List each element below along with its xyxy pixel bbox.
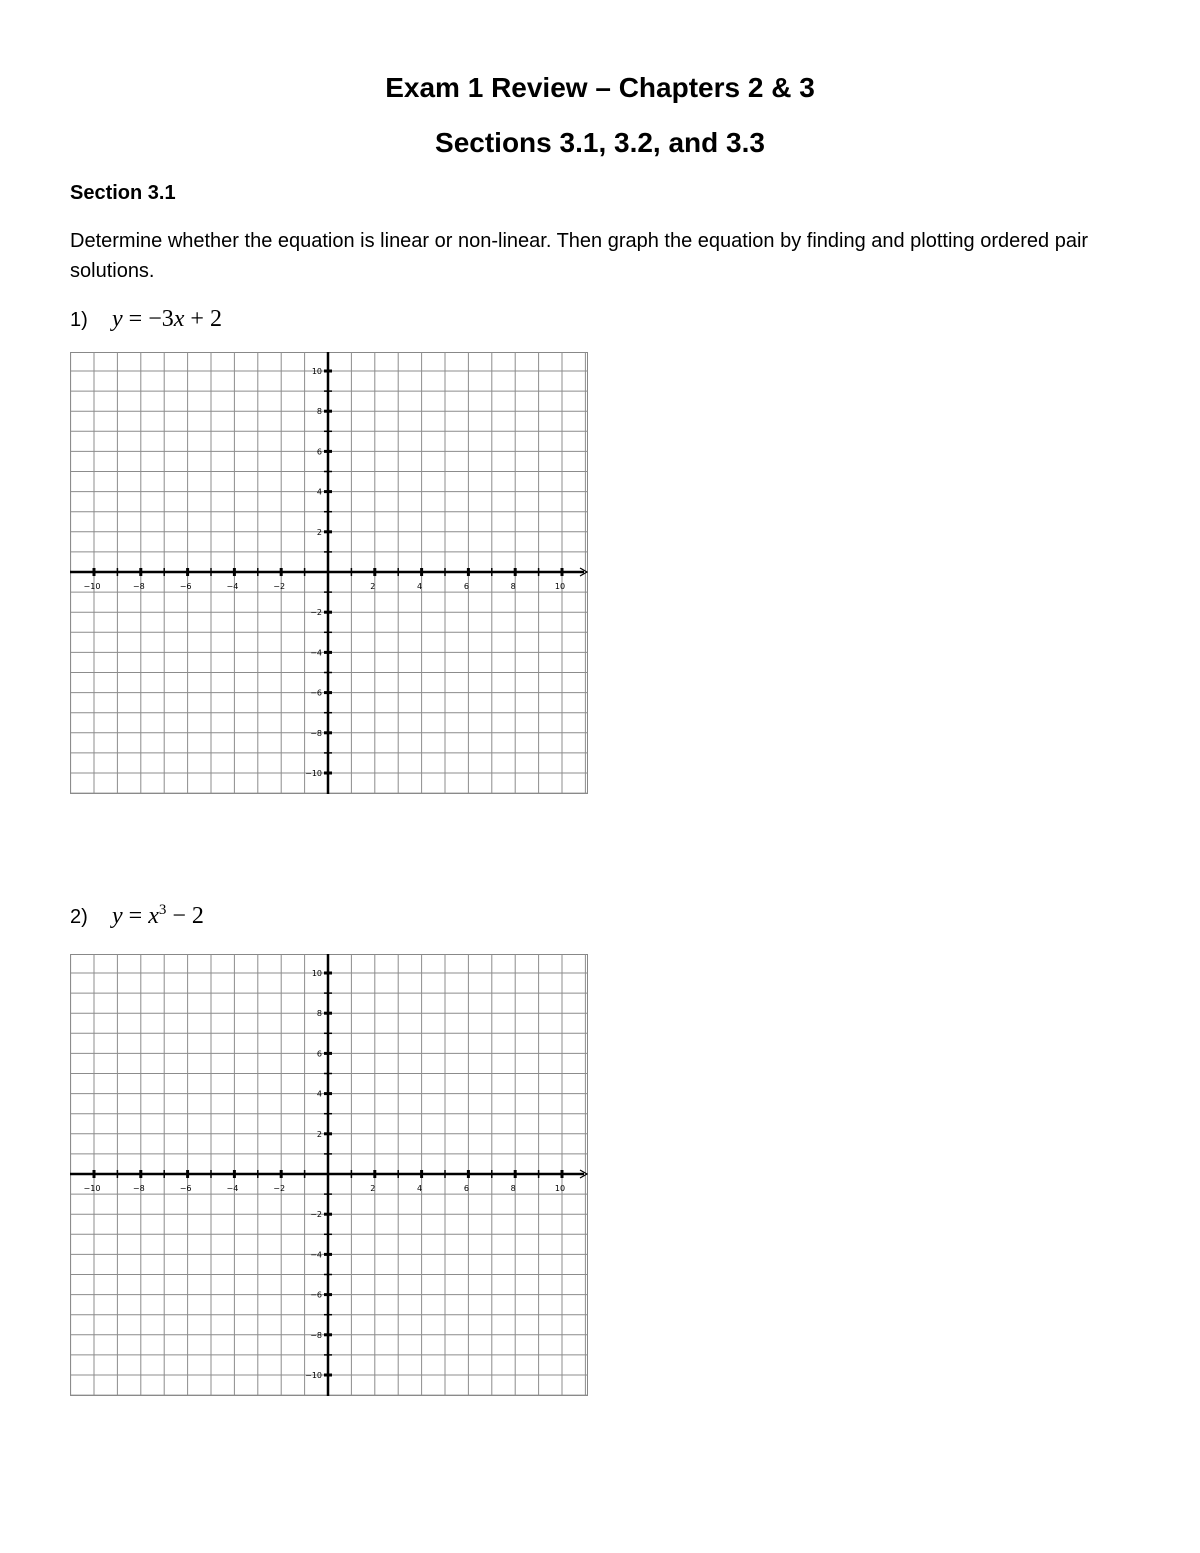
- instructions-text: Determine whether the equation is linear or non-linear. Then graph the equation by finding and plotting ordered pair solutions.: [70, 230, 1089, 282]
- equation-coefficient: −3: [148, 306, 174, 332]
- equation-constant: − 2: [166, 903, 204, 929]
- page-subtitle: Sections 3.1, 3.2, and 3.3: [435, 127, 765, 158]
- y-tick-label: 10: [311, 367, 322, 376]
- x-tick-label: 4: [417, 1184, 423, 1193]
- x-tick-label: 2: [370, 582, 376, 591]
- equation-variable: x: [173, 306, 185, 332]
- y-tick-label: −2: [310, 1210, 322, 1220]
- y-tick-label: −6: [310, 1290, 322, 1300]
- equation-equals: =: [122, 903, 149, 929]
- y-tick-label: 10: [311, 969, 322, 978]
- problem-equation: [112, 300, 222, 333]
- x-tick-label: −8: [132, 582, 145, 591]
- y-tick-label: −10: [305, 769, 322, 778]
- y-tick-label: −4: [310, 648, 322, 658]
- y-tick-label: −4: [310, 1250, 322, 1260]
- y-tick-label: −10: [305, 1371, 322, 1380]
- problem-number: 2): [70, 906, 88, 928]
- coordinate-grid-1[interactable]: [70, 352, 588, 794]
- x-tick-label: 6: [463, 582, 469, 591]
- problem-equation: [112, 902, 204, 930]
- equation-constant: + 2: [184, 306, 222, 332]
- problem-number: 1): [70, 309, 88, 331]
- y-tick-label: 4: [316, 487, 322, 497]
- y-tick-label: 6: [316, 1049, 322, 1059]
- coordinate-grid-2[interactable]: [70, 954, 588, 1396]
- y-tick-label: −2: [310, 608, 322, 618]
- equation-lhs: y: [112, 903, 123, 929]
- x-tick-label: −4: [226, 582, 239, 591]
- grid-svg: [70, 954, 588, 1396]
- x-tick-label: −2: [273, 582, 286, 591]
- y-tick-label: 4: [316, 1089, 322, 1099]
- equation-lhs: y: [112, 306, 123, 332]
- grid-svg: [70, 352, 588, 794]
- equation-variable: x: [148, 903, 159, 929]
- x-tick-label: 8: [510, 582, 516, 591]
- y-tick-label: −8: [310, 728, 322, 738]
- x-tick-label: −6: [179, 582, 192, 591]
- y-tick-label: 2: [316, 527, 322, 537]
- x-tick-label: 4: [417, 582, 423, 591]
- x-tick-label: −8: [132, 1184, 145, 1193]
- x-tick-label: 2: [370, 1184, 376, 1193]
- y-tick-label: 8: [316, 407, 322, 417]
- page-title: Exam 1 Review – Chapters 2 & 3: [385, 72, 815, 103]
- y-tick-label: −6: [310, 688, 322, 698]
- x-tick-label: −2: [273, 1184, 286, 1193]
- y-tick-label: 2: [316, 1129, 322, 1139]
- section-heading: Section 3.1: [70, 182, 176, 204]
- equation-equals: =: [122, 306, 149, 332]
- problem-1: [70, 300, 222, 333]
- x-tick-label: 10: [554, 1184, 566, 1193]
- x-tick-label: 10: [554, 582, 566, 591]
- x-tick-label: −10: [83, 582, 101, 591]
- y-tick-label: 8: [316, 1009, 322, 1019]
- x-tick-label: −10: [83, 1184, 101, 1193]
- y-tick-label: 6: [316, 447, 322, 457]
- x-tick-label: −6: [179, 1184, 192, 1193]
- problem-2: [70, 902, 204, 930]
- equation-exponent: 3: [158, 902, 167, 918]
- x-tick-label: 8: [510, 1184, 516, 1193]
- y-tick-label: −8: [310, 1330, 322, 1340]
- x-tick-label: 6: [463, 1184, 469, 1193]
- x-tick-label: −4: [226, 1184, 239, 1193]
